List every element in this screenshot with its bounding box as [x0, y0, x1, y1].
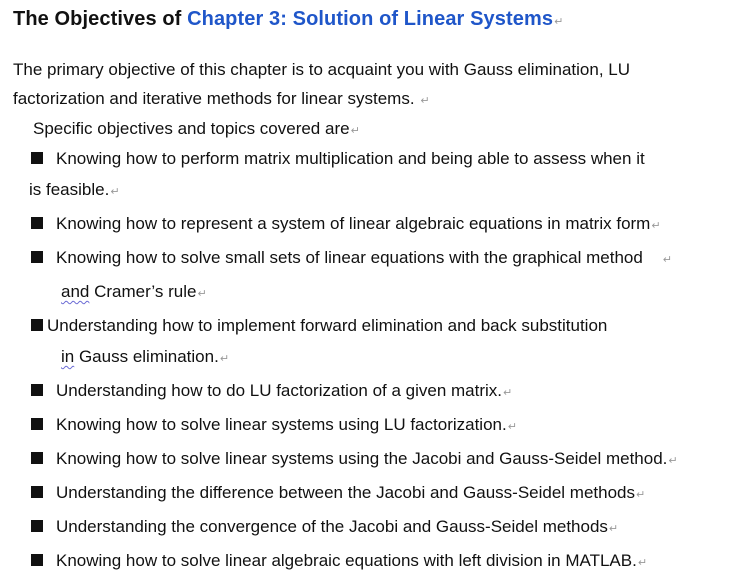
objective-text: Knowing how to represent a system of linear algebraic equations in matrix form — [56, 214, 651, 233]
list-item — [28, 409, 728, 443]
square-bullet-icon — [31, 452, 43, 464]
square-bullet-icon — [31, 319, 43, 331]
paragraph-mark-icon: ↵ — [219, 353, 230, 365]
objective-text: Knowing how to solve linear systems using the Jacobi and Gauss-Seidel method. — [56, 449, 668, 468]
square-bullet-icon — [31, 520, 43, 532]
specific-label-text: Specific objectives and topics covered are — [33, 119, 350, 138]
paragraph-mark-icon: ↵ — [350, 125, 360, 137]
square-bullet-icon — [31, 384, 43, 396]
square-bullet-icon — [31, 486, 43, 498]
list-item — [28, 511, 728, 545]
square-bullet-icon — [31, 554, 43, 566]
square-bullet-icon — [31, 418, 43, 430]
list-item-continuation — [28, 174, 728, 208]
grammar-flagged-word: in — [61, 347, 75, 366]
objective-text: Knowing how to solve linear systems using LU factorization. — [56, 415, 507, 434]
intro-line-1-text: The primary objective of this chapter is to acquaint you with Gauss elimination, LU — [13, 60, 631, 79]
objective-text: Knowing how to perform matrix multiplication and being able to assess when it — [56, 149, 645, 168]
list-item — [28, 242, 728, 276]
list-item — [28, 477, 728, 511]
square-bullet-icon — [31, 152, 43, 164]
objective-text: Cramer’s rule — [89, 282, 197, 301]
paragraph-mark-icon: ↵ — [503, 387, 513, 399]
list-item — [28, 443, 728, 477]
paragraph-mark-icon: ↵ — [554, 16, 564, 28]
list-item — [28, 545, 728, 579]
paragraph-mark-icon: ↵ — [110, 186, 120, 198]
objective-text: Understanding the convergence of the Jacobi and Gauss-Seidel methods — [56, 517, 608, 536]
list-item — [28, 208, 728, 242]
objective-text: Understanding how to implement forward elimination and back substitution — [47, 316, 608, 335]
objective-text: Knowing how to solve small sets of linear equations with the graphical method — [56, 248, 643, 267]
objective-text: is feasible. — [29, 180, 110, 199]
page-title — [13, 8, 563, 31]
objective-text: Gauss elimination. — [74, 347, 219, 366]
list-item-continuation — [28, 276, 728, 310]
objectives-list — [28, 143, 728, 579]
paragraph-mark-icon: ↵ — [662, 254, 672, 266]
list-item — [28, 375, 728, 409]
chapter-title: Chapter 3: Solution of Linear Systems — [187, 8, 554, 30]
paragraph-mark-icon: ↵ — [637, 557, 648, 569]
list-item — [28, 310, 728, 341]
paragraph-mark-icon: ↵ — [651, 220, 661, 232]
intro-line — [13, 55, 723, 84]
list-item — [28, 143, 728, 174]
grammar-flagged-word: and — [61, 282, 90, 301]
paragraph-mark-icon: ↵ — [608, 523, 619, 535]
intro-paragraph — [13, 55, 723, 116]
title-prefix: The Objectives of — [13, 8, 188, 30]
list-item-continuation — [28, 341, 728, 375]
paragraph-mark-icon: ↵ — [636, 489, 646, 501]
paragraph-mark-icon: ↵ — [197, 288, 207, 300]
square-bullet-icon — [31, 217, 43, 229]
objective-text: Knowing how to solve linear algebraic equations with left division in MATLAB. — [56, 551, 637, 570]
paragraph-mark-icon: ↵ — [420, 95, 430, 107]
objective-text: Understanding how to do LU factorization of a given matrix. — [56, 381, 503, 400]
square-bullet-icon — [31, 251, 43, 263]
paragraph-mark-icon: ↵ — [668, 455, 678, 467]
paragraph-mark-icon: ↵ — [507, 421, 517, 433]
specific-objectives-label — [33, 114, 360, 146]
intro-line-2-text: factorization and iterative methods for linear systems. — [13, 89, 415, 108]
intro-line — [13, 84, 723, 116]
objective-text: Understanding the difference between the Jacobi and Gauss-Seidel methods — [56, 483, 636, 502]
